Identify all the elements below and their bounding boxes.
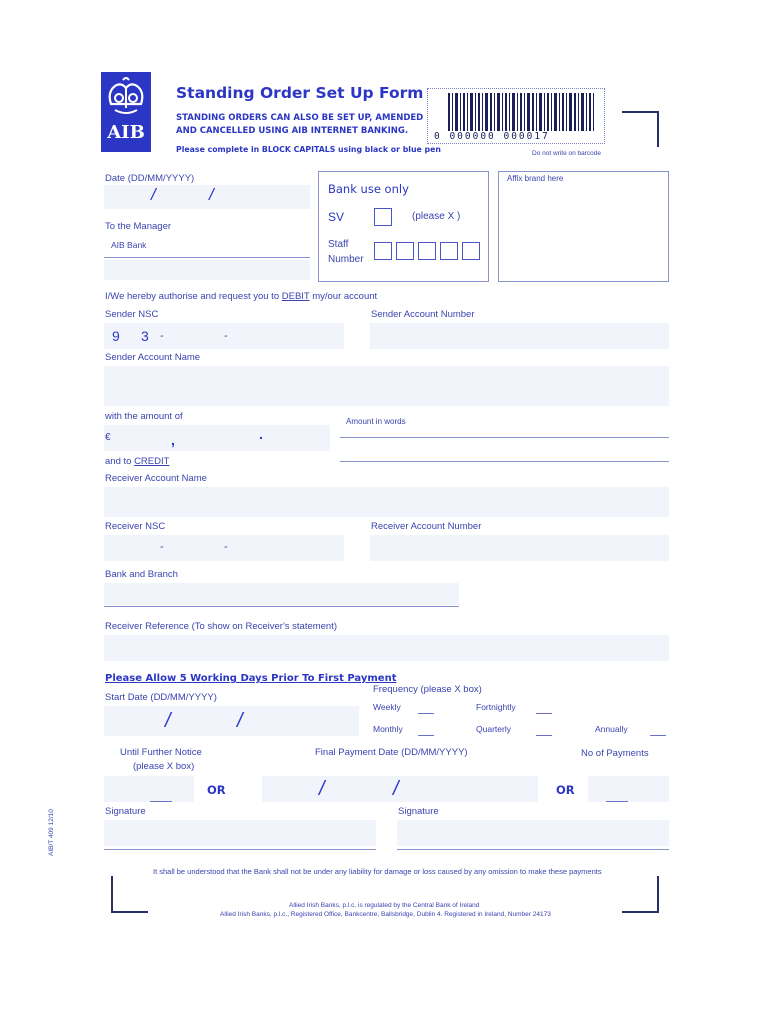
final-date-separator-1: / [319,778,325,800]
barcode-number: 0 000000 000017 [434,131,550,142]
manager-address-field[interactable] [104,260,310,280]
barcode [427,88,605,144]
start-date-separator-2: / [237,710,243,732]
staff-number-label-2: Number [328,254,364,265]
authorise-debit: DEBIT [281,291,310,302]
amount-in-words-line-2 [340,461,669,462]
annually-label: Annually [595,724,628,734]
sv-label: SV [328,210,345,224]
crop-mark-top-right [622,111,659,147]
amount-in-words-label: Amount in words [346,417,406,426]
sender-account-number-label: Sender Account Number [371,309,475,320]
please-x-label: (please X ) [412,211,461,222]
sender-nsc-digit-1: 9 [112,328,120,344]
start-date-field[interactable] [104,706,359,736]
crop-mark-bottom-left [111,876,148,913]
bank-use-title: Bank use only [328,182,409,196]
liability-notice: It shall be understood that the Bank shall not be under any liability for damage or loss caused by any omission to make these payments [153,867,602,876]
start-date-separator-1: / [165,710,171,732]
form-code: AIB/T 409 12/10 [48,809,55,856]
final-payment-date-label: Final Payment Date (DD/MM/YYYY) [315,747,468,758]
staff-number-box-2[interactable] [396,242,414,260]
amount-label: with the amount of [105,411,183,422]
subtitle-line-1: STANDING ORDERS CAN ALSO BE SET UP, AMENDED [176,113,424,123]
regulation-line-2: Allied Irish Banks, p.l.c., Registered Office, Bankcentre, Ballsbridge, Dublin 4. Registered in Ireland, Number 24173 [220,911,551,918]
sender-account-number-field[interactable] [370,323,669,349]
receiver-nsc-label: Receiver NSC [105,521,166,532]
fortnightly-checkbox[interactable] [536,713,552,714]
crop-mark-bottom-right [622,876,659,913]
until-notice-label-1: Until Further Notice [120,747,202,758]
signature-line-2 [397,849,669,850]
regulation-line-1: Allied Irish Banks, p.l.c. is regulated by the Central Bank of Ireland [289,902,480,909]
date-separator-1: / [151,185,156,204]
date-label: Date (DD/MM/YYYY) [105,173,195,184]
subtitle-line-2: AND CANCELLED USING AIB INTERNET BANKING. [176,126,409,136]
sender-nsc-dash-1: - [160,330,164,342]
working-days-notice: Please Allow 5 Working Days Prior To First Payment [105,673,397,684]
credit-text-pre: and to [105,456,135,467]
sender-nsc-label: Sender NSC [105,309,159,320]
bank-branch-field[interactable] [104,583,459,605]
final-payment-date-field[interactable] [262,776,538,802]
instructions: Please complete in BLOCK CAPITALS using black or blue pen [176,145,441,154]
receiver-nsc-dash-2: - [224,541,228,553]
receiver-account-number-label: Receiver Account Number [371,521,482,532]
authorise-text-post: my/our account [309,291,378,302]
form-title: Standing Order Set Up Form [176,84,424,102]
aib-crest-icon [101,74,151,122]
monthly-label: Monthly [373,724,403,734]
no-of-payments-label: No of Payments [581,748,649,759]
staff-number-box-1[interactable] [374,242,392,260]
sender-nsc-digit-2: 3 [141,328,149,344]
start-date-label: Start Date (DD/MM/YYYY) [105,692,217,703]
amount-field[interactable] [104,425,330,451]
sv-checkbox[interactable] [374,208,392,226]
final-date-separator-2: / [393,778,399,800]
aib-logo-text: AIB [107,122,145,143]
monthly-checkbox[interactable] [418,735,434,736]
manager-address-line [104,257,310,258]
signature-label-2: Signature [398,806,439,817]
amount-comma: , [171,432,175,448]
receiver-nsc-dash-1: - [160,541,164,553]
until-notice-field[interactable] [104,776,194,802]
staff-number-label-1: Staff [328,239,349,250]
signature-line-1 [104,849,376,850]
affix-brand-box [498,171,669,282]
receiver-account-name-label: Receiver Account Name [105,473,207,484]
fortnightly-label: Fortnightly [476,702,516,712]
amount-in-words-line-1 [340,437,669,438]
frequency-label: Frequency (please X box) [373,684,482,695]
barcode-note: Do not write on barcode [532,150,602,157]
affix-brand-label: Affix brand here [507,174,564,183]
amount-dot: . [259,426,263,442]
until-notice-checkbox[interactable] [150,801,172,802]
credit-text [105,456,169,467]
or-label-1: OR [207,783,226,797]
staff-number-box-5[interactable] [462,242,480,260]
receiver-reference-field[interactable] [104,635,669,661]
date-field[interactable] [104,185,310,209]
sender-account-name-label: Sender Account Name [105,352,201,363]
or-label-2: OR [556,783,575,797]
weekly-label: Weekly [373,702,401,712]
signature-field-1[interactable] [104,820,376,846]
annually-checkbox[interactable] [650,735,666,736]
receiver-account-number-field[interactable] [370,535,669,561]
to-manager-label: To the Manager [105,221,172,232]
no-of-payments-line [606,801,628,802]
barcode-bars [448,93,598,131]
amount-currency: € [105,432,111,443]
credit-word: CREDIT [134,456,170,467]
sender-account-name-field[interactable] [104,366,669,406]
receiver-reference-label: Receiver Reference (To show on Receiver's statement) [105,621,338,632]
quarterly-checkbox[interactable] [536,735,552,736]
staff-number-box-4[interactable] [440,242,458,260]
authorise-text-pre: I/We hereby authorise and request you to [105,291,282,302]
bank-branch-line [104,606,459,607]
signature-field-2[interactable] [397,820,669,846]
until-notice-label-2: (please X box) [133,761,195,772]
no-of-payments-field[interactable] [588,776,669,802]
receiver-account-name-field[interactable] [104,487,669,517]
weekly-checkbox[interactable] [418,713,434,714]
bank-name: AIB Bank [111,240,147,250]
date-separator-2: / [209,185,214,204]
aib-logo [101,72,151,152]
quarterly-label: Quarterly [476,724,511,734]
signature-label-1: Signature [105,806,146,817]
sender-nsc-dash-2: - [224,330,228,342]
staff-number-box-3[interactable] [418,242,436,260]
bank-branch-label: Bank and Branch [105,569,178,580]
authorise-text [105,291,377,302]
